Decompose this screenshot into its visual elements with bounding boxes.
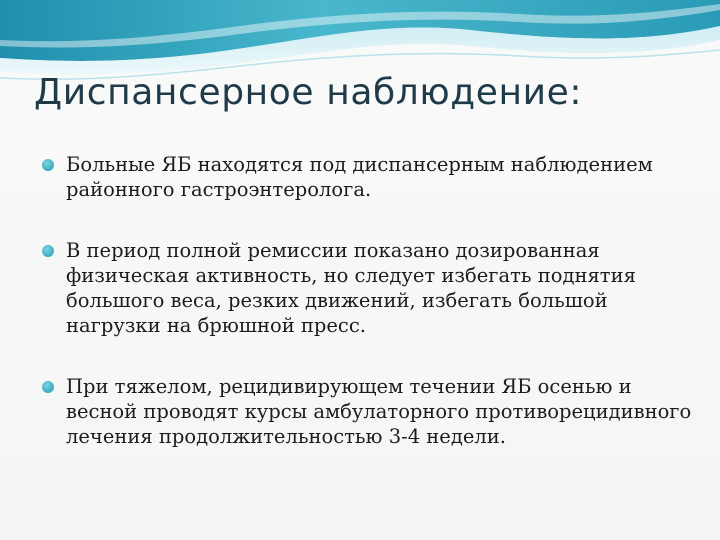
bullet-dot-icon xyxy=(42,381,54,393)
bullet-dot-icon xyxy=(42,245,54,257)
bullet-text: В период полной ремиссии показано дозированная физическая активность, но следует избегать поднятия большого веса, резких движений, избегать большой нагрузки на брюшной пресс. xyxy=(66,239,636,337)
bullet-text: Больные ЯБ находятся под диспансерным наблюдением районного гастроэнтеролога. xyxy=(66,153,653,201)
bullet-list xyxy=(40,152,700,485)
slide-title: Диспансерное наблюдение: xyxy=(34,72,583,113)
bullet-item-3 xyxy=(40,374,700,449)
bullet-dot-icon xyxy=(42,159,54,171)
bullet-item-1 xyxy=(40,152,700,202)
bullet-text: При тяжелом, рецидивирующем течении ЯБ осенью и весной проводят курсы амбулаторного противорецидивного лечения продолжительностью 3-4 недели. xyxy=(66,375,692,448)
bullet-item-2 xyxy=(40,238,700,338)
